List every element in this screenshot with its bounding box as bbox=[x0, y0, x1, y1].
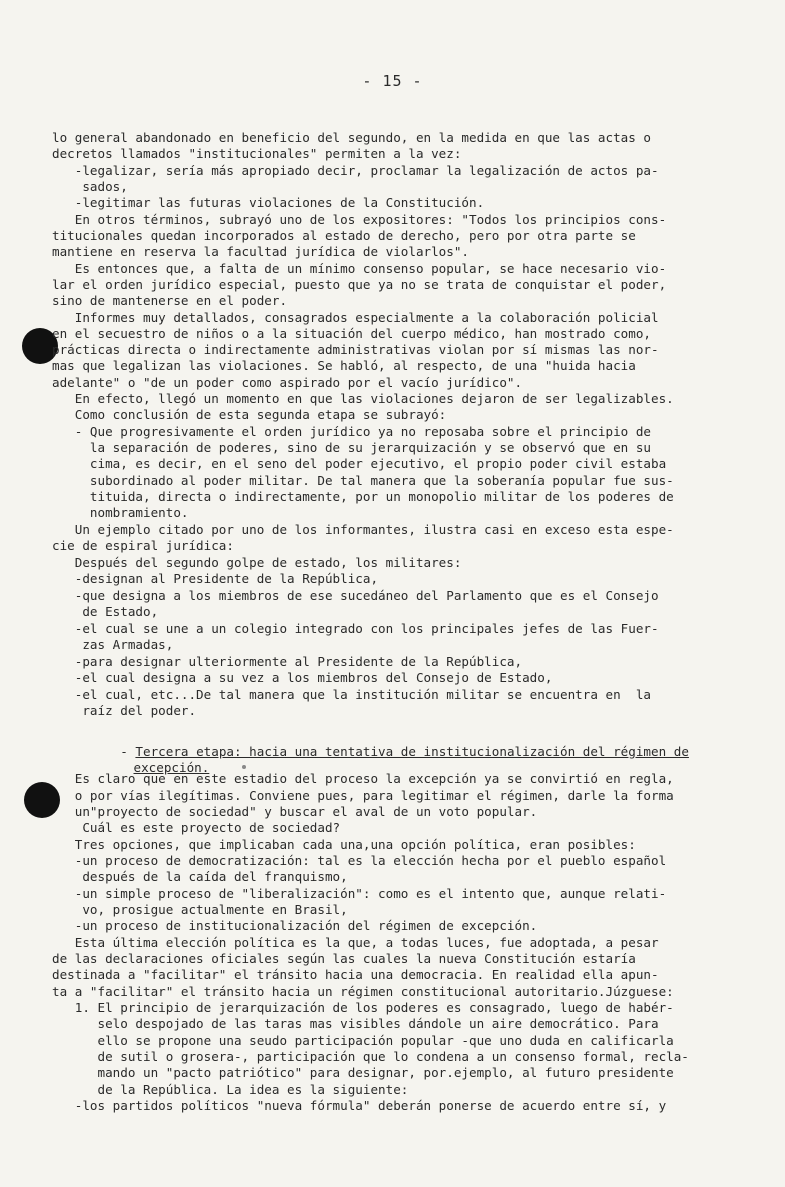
text-line: lo general abandonado en beneficio del segundo, en la medida en que las actas o bbox=[52, 130, 651, 145]
text-line: nombramiento. bbox=[52, 505, 189, 520]
text-line: raíz del poder. bbox=[52, 703, 197, 718]
text-line: -un simple proceso de "liberalización": como es el intento que, aunque relati- bbox=[52, 886, 667, 901]
text-line: prácticas directa o indirectamente administrativas violan por sí mismas las nor- bbox=[52, 342, 659, 357]
heading-line-1: Tercera etapa: hacia una tentativa de institucionalización del régimen de bbox=[135, 744, 689, 759]
text-line: Esta última elección política es la que, a todas luces, fue adoptada, a pesar bbox=[52, 935, 659, 950]
text-line: En efecto, llegó un momento en que las violaciones dejaron de ser legalizables. bbox=[52, 391, 674, 406]
text-line: ta a "facilitar" el tránsito hacia un régimen constitucional autoritario.Júzguese: bbox=[52, 984, 674, 999]
text-line: -legalizar, sería más apropiado decir, proclamar la legalización de actos pa- bbox=[52, 163, 659, 178]
text-line: Un ejemplo citado por uno de los informantes, ilustra casi en exceso esta espe- bbox=[52, 522, 674, 537]
text-line: destinada a "facilitar" el tránsito hacia una democracia. En realidad ella apun- bbox=[52, 967, 659, 982]
text-line: -un proceso de democratización: tal es la elección hecha por el pueblo español bbox=[52, 853, 667, 868]
text-line: Como conclusión de esta segunda etapa se subrayó: bbox=[52, 407, 447, 422]
text-line: mando un "pacto patriótico" para designar, por.ejemplo, al futuro presidente bbox=[52, 1065, 674, 1080]
text-line: titucionales quedan incorporados al estado de derecho, pero por otra parte se bbox=[52, 228, 636, 243]
text-line: sados, bbox=[52, 179, 128, 194]
text-line: -legitimar las futuras violaciones de la Constitución. bbox=[52, 195, 485, 210]
text-line: mantiene en reserva la facultad jurídica de violarlos". bbox=[52, 244, 470, 259]
text-line: la separación de poderes, sino de su jerarquización y se observó que en su bbox=[52, 440, 651, 455]
text-line: -que designa a los miembros de ese sucedáneo del Parlamento que es el Consejo bbox=[52, 588, 659, 603]
text-line: -designan al Presidente de la República, bbox=[52, 571, 379, 586]
text-line: Después del segundo golpe de estado, los militares: bbox=[52, 555, 462, 570]
text-line: de Estado, bbox=[52, 604, 159, 619]
text-line: 1. El principio de jerarquización de los poderes es consagrado, luego de habér- bbox=[52, 1000, 674, 1015]
text-line: Informes muy detallados, consagrados especialmente a la colaboración policial bbox=[52, 310, 659, 325]
text-line: Es entonces que, a falta de un mínimo consenso popular, se hace necesario vio- bbox=[52, 261, 667, 276]
text-line: cie de espiral jurídica: bbox=[52, 538, 234, 553]
small-mark bbox=[242, 765, 246, 769]
text-line: cima, es decir, en el seno del poder ejecutivo, el propio poder civil estaba bbox=[52, 456, 667, 471]
text-line: un"proyecto de sociedad" y buscar el aval de un voto popular. bbox=[52, 804, 538, 819]
text-line: sino de mantenerse en el poder. bbox=[52, 293, 288, 308]
text-line: o por vías ilegítimas. Conviene pues, para legitimar el régimen, darle la forma bbox=[52, 788, 674, 803]
text-line: ello se propone una seudo participación popular -que uno duda en calificarla bbox=[52, 1033, 674, 1048]
text-line: de sutil o grosera-, participación que lo condena a un consenso formal, recla- bbox=[52, 1049, 689, 1064]
text-line: -para designar ulteriormente al Presidente de la República, bbox=[52, 654, 523, 669]
text-line: adelante" o "de un poder como aspirado por el vacío jurídico". bbox=[52, 375, 523, 390]
text-line: en el secuestro de niños o a la situación del cuerpo médico, han mostrado como, bbox=[52, 326, 651, 341]
text-line: lar el orden jurídico especial, puesto que ya no se trata de conquistar el poder, bbox=[52, 277, 667, 292]
text-line: Cuál es este proyecto de sociedad? bbox=[52, 820, 341, 835]
page-number: - 15 - bbox=[362, 72, 423, 90]
text-line: - Que progresivamente el orden jurídico ya no reposaba sobre el principio de bbox=[52, 424, 651, 439]
text-line: Tres opciones, que implicaban cada una,una opción política, eran posibles: bbox=[52, 837, 636, 852]
text-line: de las declaraciones oficiales según las cuales la nueva Constitución estaría bbox=[52, 951, 636, 966]
heading-dash: - bbox=[97, 744, 136, 759]
text-line: zas Armadas, bbox=[52, 637, 174, 652]
text-line: mas que legalizan las violaciones. Se habló, al respecto, de una "huida hacia bbox=[52, 358, 636, 373]
text-line: -el cual, etc...De tal manera que la institución militar se encuentra en la bbox=[52, 687, 651, 702]
text-line: -el cual se une a un colegio integrado con los principales jefes de las Fuer- bbox=[52, 621, 659, 636]
text-line: subordinado al poder militar. De tal manera que la soberanía popular fue sus- bbox=[52, 473, 674, 488]
text-line: En otros términos, subrayó uno de los expositores: "Todos los principios cons- bbox=[52, 212, 667, 227]
text-line: selo despojado de las taras mas visibles dándole un aire democrático. Para bbox=[52, 1016, 659, 1031]
text-line: vo, prosigue actualmente en Brasil, bbox=[52, 902, 348, 917]
text-line: -los partidos políticos "nueva fórmula" deberán ponerse de acuerdo entre sí, y bbox=[52, 1098, 667, 1113]
text-line: -un proceso de institucionalización del régimen de excepción. bbox=[52, 918, 538, 933]
text-line: -el cual designa a su vez a los miembros del Consejo de Estado, bbox=[52, 670, 553, 685]
text-line: después de la caída del franquismo, bbox=[52, 869, 348, 884]
heading-line-2: excepción. bbox=[133, 760, 210, 775]
text-line: decretos llamados "institucionales" permiten a la vez: bbox=[52, 146, 462, 161]
text-line: tituida, directa o indirectamente, por un monopolio militar de los poderes de bbox=[52, 489, 674, 504]
text-line: Es claro que en este estadio del proceso la excepción ya se convirtió en regla, bbox=[52, 771, 674, 786]
text-line: de la República. La idea es la siguiente: bbox=[52, 1082, 409, 1097]
